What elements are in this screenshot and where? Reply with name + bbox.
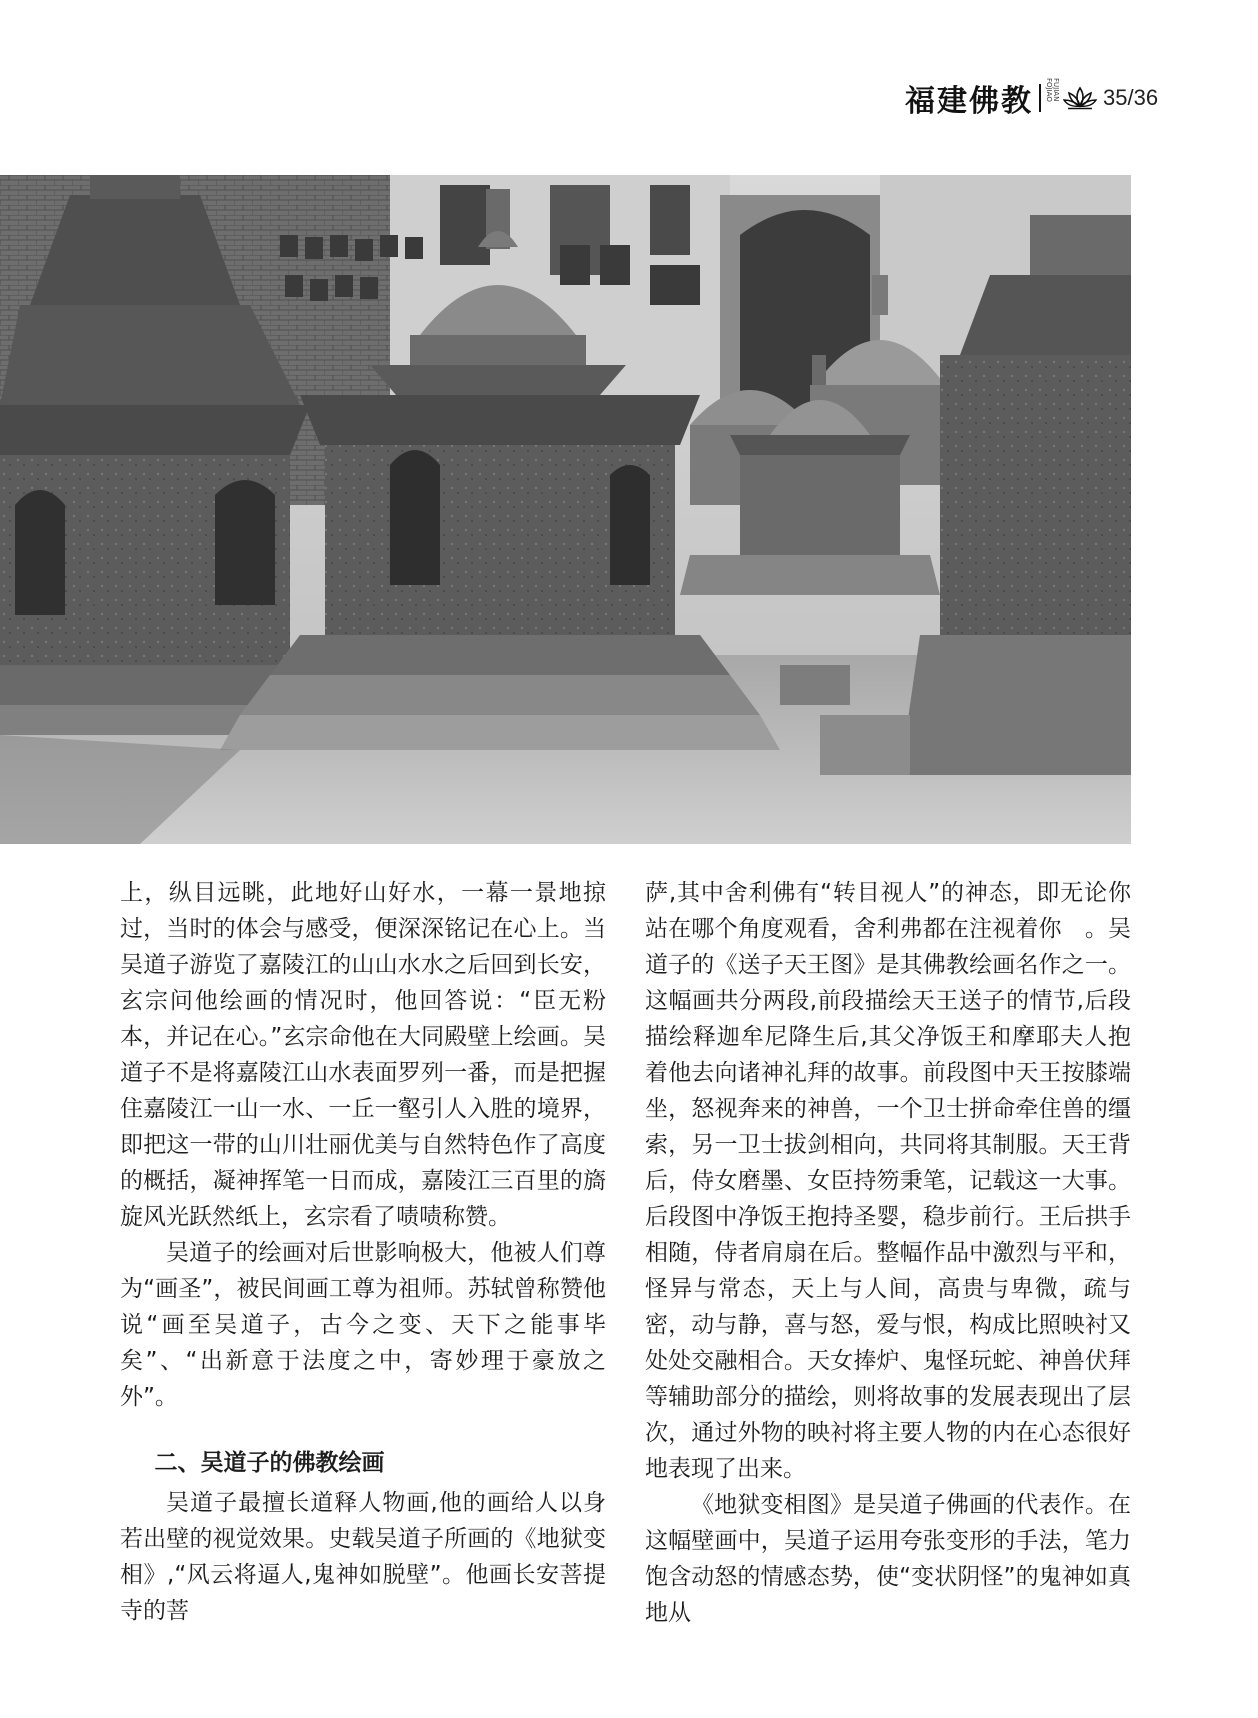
page-number: 35/36 xyxy=(1103,85,1159,110)
section-heading: 二、吴道子的佛教绘画 xyxy=(154,1450,385,1476)
stupa-photo xyxy=(0,175,1131,844)
stupa-photo-illustration xyxy=(0,175,1131,844)
right-column xyxy=(645,875,1131,1631)
magazine-title: 福建佛教 xyxy=(905,84,1033,119)
header-divider xyxy=(1039,84,1041,112)
right-paragraph-2: 《地狱变相图》是吴道子佛画的代表作。在这幅壁画中，吴道子运用夸张变形的手法，笔力饱含动怒的情感态势，使“变状阴怪”的鬼神如真地从 xyxy=(645,1492,1131,1626)
right-paragraph-1: 萨,其中舍利佛有“转目视人”的神态，即无论你站在哪个角度观看，舍利弗都在注视着你 。吴道子的《送子天王图》是其佛教绘画名作之一。这幅画共分两段,前段描绘天王送子的情节,后段描绘释迦牟尼降生后,其父净饭王和摩耶夫人抱着他去向诸神礼拜的故事。前段图中天王按膝端坐，怒视奔来的神兽，一个卫士拼命牵住兽的缰索，另一卫士拔剑相向，共同将其制服。天王背后，侍女磨墨、女臣持笏秉笔，记载这一大事。后段图中净饭王抱持圣婴，稳步前行。王后拱手相随，侍者肩扇在后。整幅作品中激烈与平和，怪异与常态，天上与人间，高贵与卑微，疏与密，动与静，喜与怒，爱与恨，构成比照映衬又处处交融相合。天女捧炉、鬼怪玩蛇、神兽伏拜等辅助部分的描绘，则将故事的发展表现出了层次，通过外物的映衬将主要人物的内在心态很好地表现了出来。 xyxy=(645,880,1131,1482)
page-header xyxy=(905,78,1205,118)
left-paragraph-1: 上，纵目远眺，此地好山好水，一幕一景地掠过，当时的体会与感受，便深深铭记在心上。当吴道子游览了嘉陵江的山山水水之后回到长安，玄宗问他绘画的情况时，他回答说：“臣无粉本，并记在心。”玄宗命他在大同殿壁上绘画。吴道子不是将嘉陵江山水表面罗列一番，而是把握住嘉陵江一山一水、一丘一壑引人入胜的境界，即把这一带的山川壮丽优美与自然特色作了高度的概括，凝神挥笔一日而成，嘉陵江三百里的旖旋风光跃然纸上，玄宗看了啧啧称赞。 xyxy=(120,880,606,1230)
left-paragraph-3: 吴道子最擅长道释人物画,他的画给人以身若出壁的视觉效果。史载吴道子所画的《地狱变相》,“风云将逼人,鬼神如脱壁”。他画长安菩提寺的菩 xyxy=(120,1490,606,1624)
left-paragraph-2: 吴道子的绘画对后世影响极大，他被人们尊为“画圣”，被民间画工尊为祖师。苏轼曾称赞他说“画至吴道子，古今之变、天下之能事毕矣”、“出新意于法度之中，寄妙理于豪放之外”。 xyxy=(120,1240,606,1410)
lotus-icon xyxy=(1063,86,1097,110)
left-column xyxy=(120,875,606,1629)
header-vertical-text: FUJIAN FOJIAO xyxy=(1045,78,1060,102)
